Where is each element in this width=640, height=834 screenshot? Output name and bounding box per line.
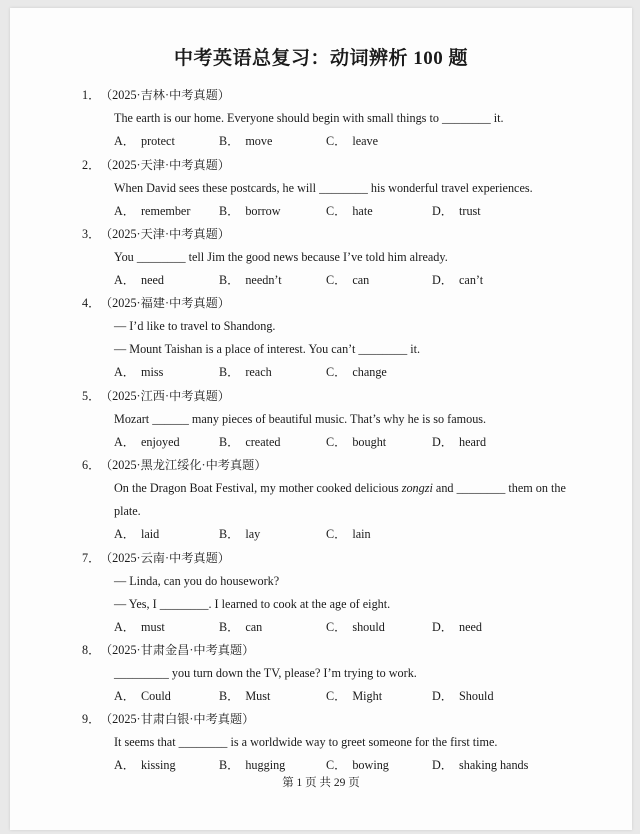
question-number: 4． bbox=[82, 296, 101, 310]
option-letter: B． bbox=[219, 758, 240, 772]
option-row bbox=[84, 200, 594, 223]
option-text: can bbox=[352, 273, 370, 287]
option-a bbox=[114, 130, 175, 153]
option-text: must bbox=[141, 620, 165, 634]
question-header bbox=[84, 639, 594, 662]
question-number: 7． bbox=[82, 551, 101, 565]
question-header bbox=[84, 454, 594, 477]
question-number: 9． bbox=[82, 712, 101, 726]
option-b bbox=[219, 200, 281, 223]
option-text: remember bbox=[141, 204, 191, 218]
option-text: laid bbox=[141, 527, 160, 541]
option-text: shaking hands bbox=[459, 758, 529, 772]
question-source: （2025·甘肃金昌·中考真题） bbox=[100, 643, 255, 657]
option-b bbox=[219, 685, 270, 708]
option-letter: A． bbox=[114, 204, 135, 218]
option-letter: C． bbox=[326, 273, 347, 287]
option-c bbox=[326, 616, 385, 639]
option-d bbox=[432, 200, 481, 223]
option-text: need bbox=[141, 273, 165, 287]
option-text: lay bbox=[245, 527, 261, 541]
question-number: 3． bbox=[82, 227, 101, 241]
question-text: The earth is our home. Everyone should begin with small things to ________ it. bbox=[114, 111, 504, 125]
option-letter: D． bbox=[432, 689, 453, 703]
option-letter: C． bbox=[326, 435, 347, 449]
question-source: （2025·云南·中考真题） bbox=[100, 551, 230, 565]
question-source: （2025·甘肃白银·中考真题） bbox=[100, 712, 255, 726]
question-text: — Linda, can you do housework? bbox=[114, 574, 280, 588]
option-text: hugging bbox=[245, 758, 286, 772]
question-text: — Yes, I ________. I learned to cook at the age of eight. bbox=[114, 597, 391, 611]
option-text: can’t bbox=[459, 273, 484, 287]
option-letter: D． bbox=[432, 204, 453, 218]
option-letter: C． bbox=[326, 620, 347, 634]
question-source: （2025·天津·中考真题） bbox=[100, 227, 230, 241]
option-row bbox=[84, 269, 594, 292]
option-b bbox=[219, 523, 260, 546]
option-d bbox=[432, 685, 494, 708]
option-letter: A． bbox=[114, 134, 135, 148]
question-text: When David sees these postcards, he will ________ his wonderful travel experiences. bbox=[114, 181, 533, 195]
option-a bbox=[114, 685, 171, 708]
option-letter: C． bbox=[326, 689, 347, 703]
option-text: bought bbox=[352, 435, 387, 449]
question-text: You ________ tell Jim the good news because I’ve told him already. bbox=[114, 250, 448, 264]
document-page bbox=[10, 8, 632, 830]
question-3 bbox=[84, 223, 594, 292]
option-letter: C． bbox=[326, 527, 347, 541]
option-text: created bbox=[245, 435, 281, 449]
option-text: reach bbox=[245, 365, 272, 379]
option-letter: B． bbox=[219, 689, 240, 703]
document-title: 中考英语总复习：动词辨析 100 题 bbox=[173, 48, 468, 69]
question-8 bbox=[84, 639, 594, 708]
option-text: needn’t bbox=[245, 273, 282, 287]
option-row bbox=[84, 523, 594, 546]
option-b bbox=[219, 361, 272, 384]
question-text: It seems that ________ is a worldwide way to greet someone for the first time. bbox=[114, 735, 498, 749]
option-letter: D． bbox=[432, 620, 453, 634]
option-c bbox=[326, 269, 369, 292]
question-source: （2025·吉林·中考真题） bbox=[100, 88, 230, 102]
question-header bbox=[84, 547, 594, 570]
option-text: lain bbox=[352, 527, 371, 541]
option-text: borrow bbox=[245, 204, 281, 218]
option-letter: A． bbox=[114, 273, 135, 287]
option-text: miss bbox=[141, 365, 164, 379]
option-text: trust bbox=[459, 204, 481, 218]
option-text: enjoyed bbox=[141, 435, 180, 449]
option-text: Might bbox=[352, 689, 383, 703]
question-6 bbox=[84, 454, 594, 546]
option-text: should bbox=[352, 620, 385, 634]
option-letter: A． bbox=[114, 620, 135, 634]
option-d bbox=[432, 431, 486, 454]
option-letter: B． bbox=[219, 527, 240, 541]
option-letter: C． bbox=[326, 365, 347, 379]
question-7 bbox=[84, 547, 594, 639]
option-c bbox=[326, 523, 371, 546]
question-header bbox=[84, 292, 594, 315]
option-letter: A． bbox=[114, 527, 135, 541]
question-number: 5． bbox=[82, 389, 101, 403]
page-footer: 第 1 页 共 29 页 bbox=[282, 777, 360, 789]
option-text: move bbox=[245, 134, 273, 148]
option-a bbox=[114, 616, 165, 639]
option-a bbox=[114, 269, 164, 292]
option-text: Should bbox=[459, 689, 494, 703]
option-text: Must bbox=[245, 689, 271, 703]
option-text: leave bbox=[352, 134, 379, 148]
option-text: need bbox=[459, 620, 483, 634]
question-5 bbox=[84, 385, 594, 454]
question-text: _________ you turn down the TV, please? I’m trying to work. bbox=[114, 666, 417, 680]
option-text: protect bbox=[141, 134, 175, 148]
option-letter: A． bbox=[114, 365, 135, 379]
option-c bbox=[326, 130, 378, 153]
option-text: hate bbox=[352, 204, 373, 218]
question-number: 2． bbox=[82, 158, 101, 172]
question-text: plate. bbox=[114, 504, 141, 518]
question-number: 6． bbox=[82, 458, 101, 472]
option-c bbox=[326, 200, 373, 223]
question-number: 1． bbox=[82, 88, 101, 102]
option-text: kissing bbox=[141, 758, 176, 772]
question-9 bbox=[84, 708, 594, 777]
question-number: 8． bbox=[82, 643, 101, 657]
question-header bbox=[84, 385, 594, 408]
option-letter: D． bbox=[432, 273, 453, 287]
option-row bbox=[84, 685, 594, 708]
option-a bbox=[114, 361, 163, 384]
option-b bbox=[219, 431, 281, 454]
question-text: On the Dragon Boat Festival, my mother cooked delicious zongzi and ________ them on the bbox=[114, 481, 566, 495]
option-text: bowing bbox=[352, 758, 389, 772]
option-c bbox=[326, 685, 382, 708]
option-text: heard bbox=[459, 435, 487, 449]
question-4 bbox=[84, 292, 594, 384]
option-letter: A． bbox=[114, 689, 135, 703]
option-b bbox=[219, 130, 272, 153]
question-header bbox=[84, 84, 594, 107]
question-header bbox=[84, 223, 594, 246]
option-letter: A． bbox=[114, 758, 135, 772]
option-text: change bbox=[352, 365, 387, 379]
option-a bbox=[114, 523, 159, 546]
option-a bbox=[114, 431, 180, 454]
option-letter: B． bbox=[219, 134, 240, 148]
option-letter: D． bbox=[432, 758, 453, 772]
option-c bbox=[326, 361, 387, 384]
option-letter: C． bbox=[326, 758, 347, 772]
question-text: — I’d like to travel to Shandong. bbox=[114, 319, 276, 333]
option-row bbox=[84, 130, 594, 153]
option-letter: C． bbox=[326, 134, 347, 148]
question-1 bbox=[84, 84, 594, 153]
question-source: （2025·江西·中考真题） bbox=[100, 389, 230, 403]
question-2 bbox=[84, 154, 594, 223]
option-row bbox=[84, 361, 594, 384]
option-letter: C． bbox=[326, 204, 347, 218]
question-source: （2025·福建·中考真题） bbox=[100, 296, 230, 310]
option-row bbox=[84, 431, 594, 454]
option-c bbox=[326, 431, 386, 454]
question-header bbox=[84, 708, 594, 731]
option-letter: B． bbox=[219, 273, 240, 287]
option-text: can bbox=[245, 620, 263, 634]
option-text: Could bbox=[141, 689, 171, 703]
question-source: （2025·天津·中考真题） bbox=[100, 158, 230, 172]
option-letter: B． bbox=[219, 204, 240, 218]
option-letter: B． bbox=[219, 620, 240, 634]
question-source: （2025·黑龙江绥化·中考真题） bbox=[100, 458, 267, 472]
option-letter: B． bbox=[219, 365, 240, 379]
question-text: — Mount Taishan is a place of interest. You can’t ________ it. bbox=[114, 342, 421, 356]
option-d bbox=[432, 616, 482, 639]
option-b bbox=[219, 269, 282, 292]
option-b bbox=[219, 616, 262, 639]
option-row bbox=[84, 616, 594, 639]
option-letter: B． bbox=[219, 435, 240, 449]
option-d bbox=[432, 269, 483, 292]
question-text: Mozart ______ many pieces of beautiful music. That’s why he is so famous. bbox=[114, 412, 487, 426]
option-letter: D． bbox=[432, 435, 453, 449]
question-header bbox=[84, 154, 594, 177]
option-letter: A． bbox=[114, 435, 135, 449]
option-a bbox=[114, 200, 190, 223]
